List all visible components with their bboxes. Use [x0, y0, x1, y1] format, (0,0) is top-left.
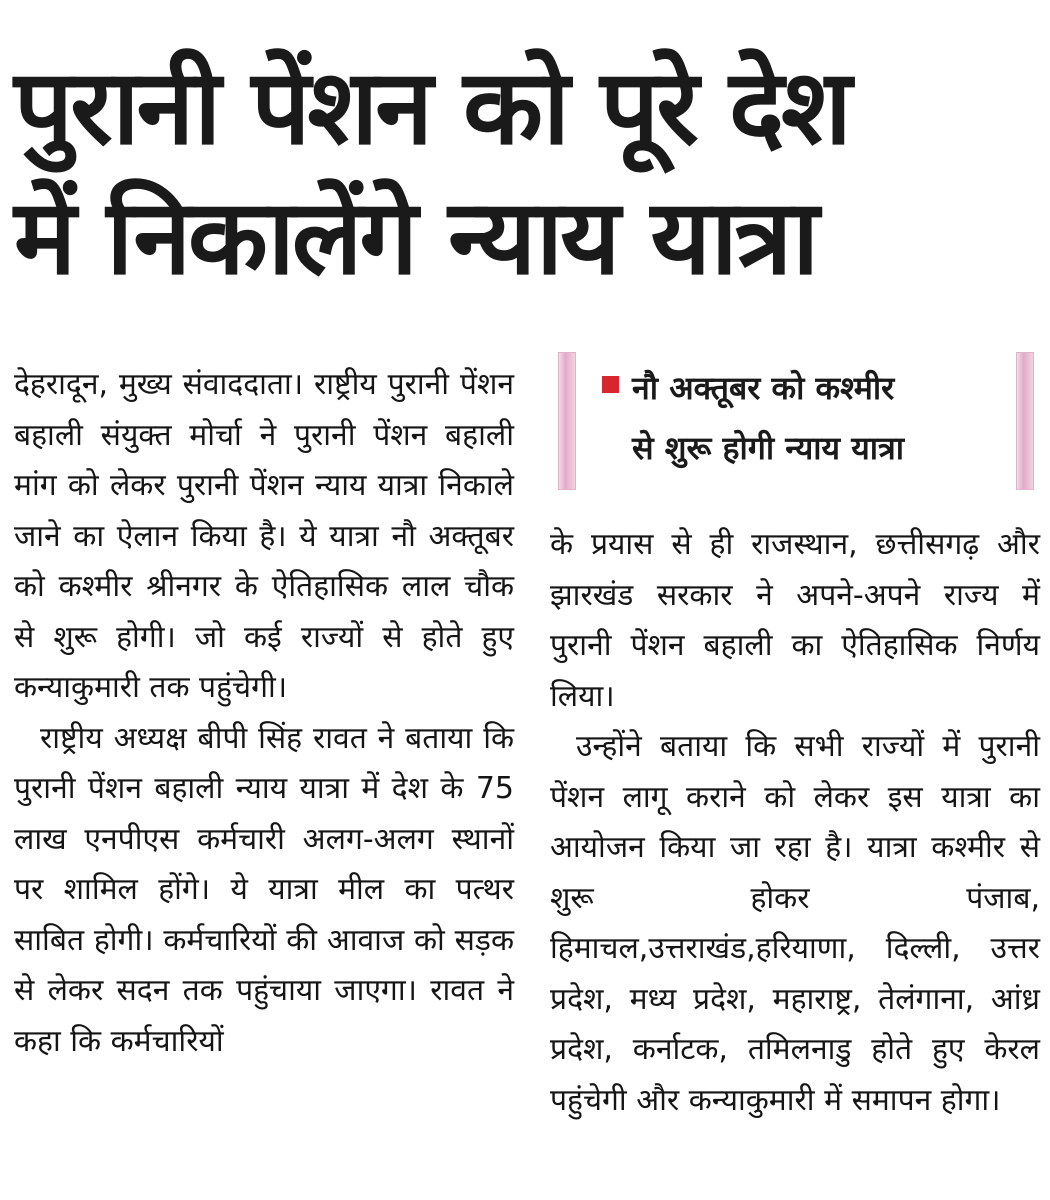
article-paragraph-3: के प्रयास से ही राजस्थान, छत्तीसगढ़ और झारखंड सरकार ने अपने-अपने राज्य में पुरानी पेंशन बहाली का ऐतिहासिक निर्णय लिया।: [550, 527, 1040, 714]
paragraph-1-text: राष्ट्रीय पुरानी पेंशन बहाली संयुक्त मोर्चा ने पुरानी पेंशन बहाली मांग को लेकर पुरानी पेंशन न्याय यात्रा निकाले जाने का ऐलान किया है। ये यात्रा नौ अक्तूबर को कश्मीर श्रीनगर के ऐतिहासिक लाल चौक से शुरू होगी। जो कई राज्यों से होते हुए कन्याकुमारी तक पहुंचेगी।: [14, 367, 514, 705]
pull-quote-text: [632, 358, 1012, 478]
bullet-square-icon: [602, 376, 619, 393]
headline-line-2: में निकालेंगे न्याय यात्रा: [14, 176, 817, 298]
article-column-right: [550, 520, 1040, 1126]
pull-quote-line-2: से शुरू होगी न्याय यात्रा: [632, 429, 905, 467]
headline: [14, 42, 1036, 302]
article-paragraph-4: उन्होंने बताया कि सभी राज्यों में पुरानी पेंशन लागू कराने को लेकर इस यात्रा का आयोजन किया जा रहा है। यात्रा कश्मीर से शुरू होकर पंजाब, हिमाचल,उत्तराखंड,हरियाणा, दिल्ली, उत्तर प्रदेश, मध्य प्रदेश, महाराष्ट्र, तेलंगाना, आंध्र प्रदेश, कर्नाटक, तमिलनाडु होते हुए केरल पहुंचेगी और कन्याकुमारी में समापन होगा।: [550, 729, 1040, 1118]
article-column-left: [14, 360, 514, 1067]
article-paragraph-1: [14, 360, 514, 714]
article-paragraph-2: राष्ट्रीय अध्यक्ष बीपी सिंह रावत ने बताया कि पुरानी पेंशन बहाली न्याय यात्रा में देश के 75 लाख एनपीएस कर्मचारी अलग-अलग स्थानों पर शामिल होंगे। ये यात्रा मील का पत्थर साबित होगी। कर्मचारियों की आवाज को सड़क से लेकर सदन तक पहुंचाया जाएगा। रावत ने कहा कि कर्मचारियों: [14, 720, 514, 1059]
pull-quote-line-1: नौ अक्तूबर को कश्मीर: [632, 369, 895, 407]
pull-quote-bar-right: [1016, 352, 1034, 490]
pull-quote-bar-left: [558, 352, 576, 490]
dateline: देहरादून, मुख्य संवाददाता।: [14, 367, 304, 402]
headline-line-1: पुरानी पेंशन को पूरे देश: [14, 46, 849, 168]
pull-quote-box: [550, 352, 1040, 508]
